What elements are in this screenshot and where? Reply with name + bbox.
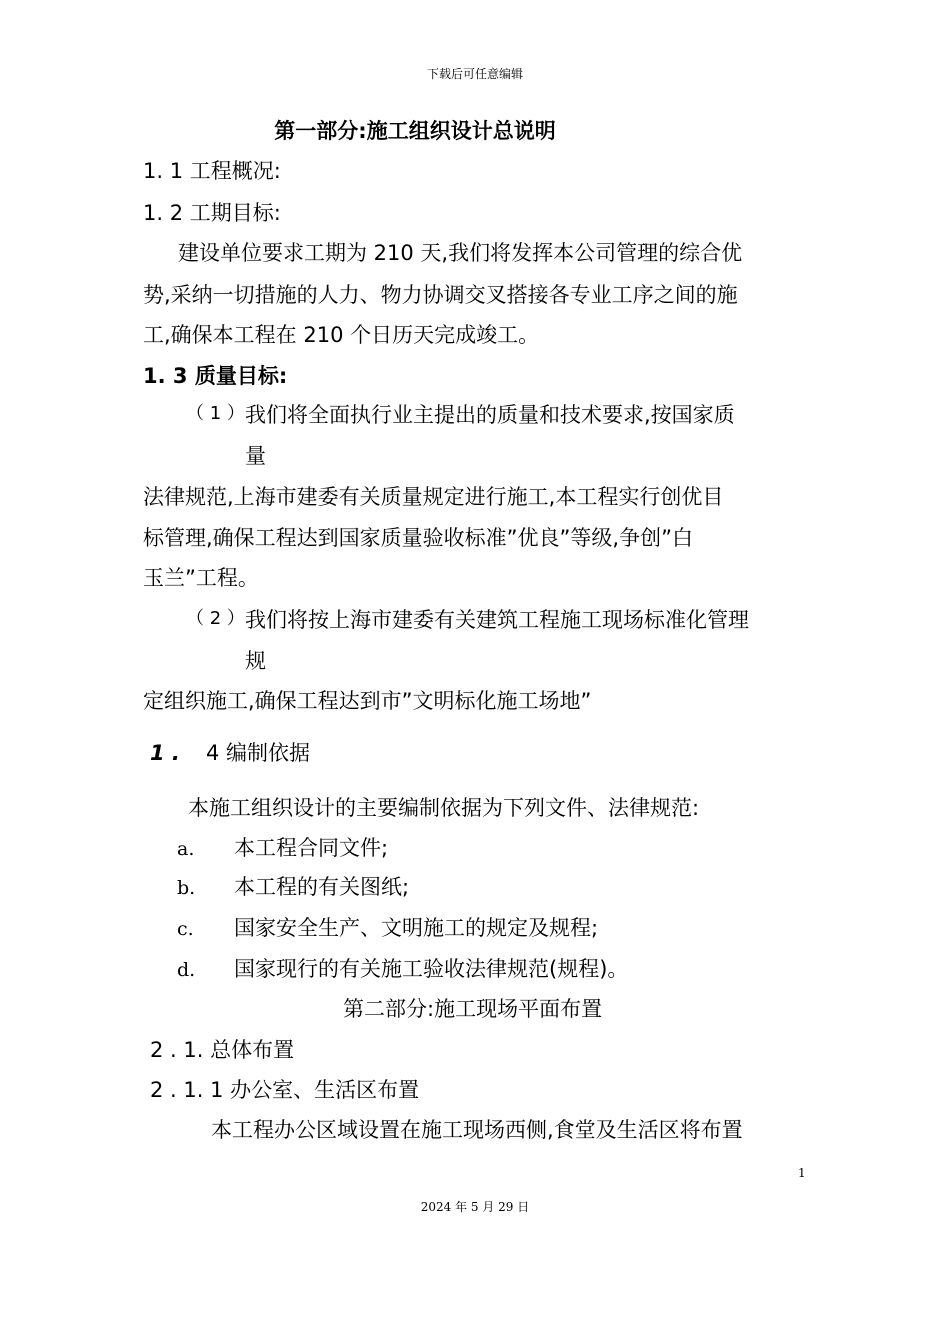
quality-item-1-line-2: 量 bbox=[245, 444, 266, 468]
quality-item-1-line-3: 法律规范,上海市建委有关质量规定进行施工,本工程实行创优目 bbox=[143, 485, 724, 509]
paragraph-1-2-line-2: 势,采纳一切措施的人力、物力协调交叉搭接各专业工序之间的施 bbox=[143, 283, 738, 307]
heading-1-4-number: 1 . bbox=[150, 741, 180, 765]
quality-item-2-line-2: 规 bbox=[245, 649, 266, 673]
section-title-part-1: 第一部分:施工组织设计总说明 bbox=[274, 119, 556, 143]
list-item-a-letter: a. bbox=[177, 838, 195, 860]
list-item-b-text: 本工程的有关图纸; bbox=[234, 875, 410, 899]
section-title-part-2: 第二部分:施工现场平面布置 bbox=[343, 997, 603, 1021]
heading-2-1-1: 2 . 1. 1 办公室、生活区布置 bbox=[150, 1078, 420, 1102]
list-item-b-letter: b. bbox=[177, 877, 196, 899]
list-item-a-text: 本工程合同文件; bbox=[234, 836, 389, 860]
paragraph-2-1-1-line-1: 本工程办公区域设置在施工现场西侧,食堂及生活区将布置 bbox=[211, 1118, 743, 1142]
list-item-c-text: 国家安全生产、文明施工的规定及规程; bbox=[234, 916, 599, 940]
quality-item-1-line-4: 标管理,确保工程达到国家质量验收标准”优良”等级,争创”白 bbox=[143, 526, 693, 550]
quality-item-1-number: （ 1 ） bbox=[186, 403, 245, 424]
heading-1-1: 1. 1 工程概况: bbox=[143, 159, 281, 183]
heading-1-4-label: 4 编制依据 bbox=[206, 741, 311, 765]
quality-item-2-line-3: 定组织施工,确保工程达到市”文明标化施工场地” bbox=[143, 689, 592, 713]
footer-date: 2024 年 5 月 29 日 bbox=[420, 1200, 530, 1214]
quality-item-1-line-1: 我们将全面执行业主提出的质量和技术要求,按国家质 bbox=[245, 403, 735, 427]
page-number: 1 bbox=[798, 1166, 806, 1180]
paragraph-1-4-intro: 本施工组织设计的主要编制依据为下列文件、法律规范: bbox=[188, 796, 700, 820]
heading-1-2: 1. 2 工期目标: bbox=[143, 201, 281, 225]
list-item-d-text: 国家现行的有关施工验收法律规范(规程)。 bbox=[234, 957, 629, 981]
heading-2-1: 2 . 1. 总体布置 bbox=[150, 1038, 295, 1062]
paragraph-1-2-line-1: 建设单位要求工期为 210 天,我们将发挥本公司管理的综合优 bbox=[178, 241, 743, 265]
heading-1-3: 1. 3 质量目标: bbox=[143, 364, 288, 388]
quality-item-2-number: （ 2 ） bbox=[186, 608, 245, 629]
list-item-c-letter: c. bbox=[177, 918, 194, 940]
quality-item-2-line-1: 我们将按上海市建委有关建筑工程施工现场标准化管理 bbox=[245, 608, 749, 632]
quality-item-1-line-5: 玉兰”工程。 bbox=[143, 566, 259, 590]
list-item-d-letter: d. bbox=[177, 959, 196, 981]
header-note: 下载后可任意编辑 bbox=[426, 67, 523, 81]
paragraph-1-2-line-3: 工,确保本工程在 210 个日历天完成竣工。 bbox=[143, 323, 540, 347]
